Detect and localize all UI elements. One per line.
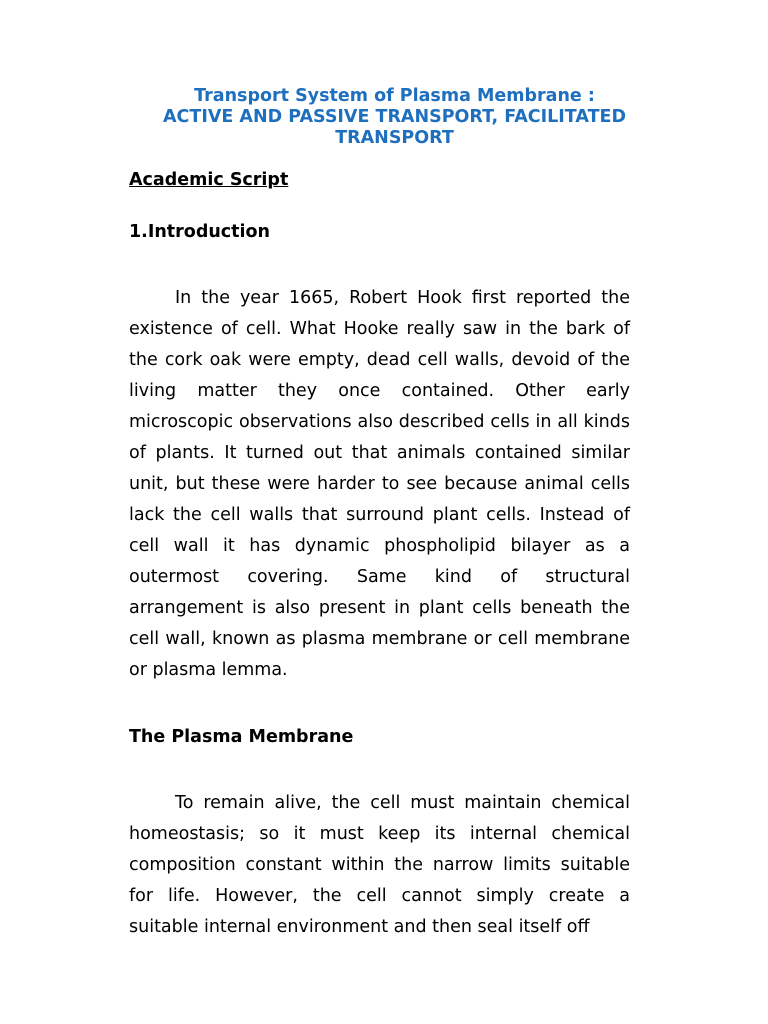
document-title — [119, 86, 670, 149]
introduction-heading: 1.Introduction — [129, 222, 271, 242]
academic-script-heading: Academic Script — [129, 170, 289, 190]
title-line-2: ACTIVE AND PASSIVE TRANSPORT, FACILITATED — [163, 107, 626, 127]
plasma-membrane-paragraph: To remain alive, the cell must maintain chemical homeostasis; so it must keep its internal chemical composition constant within the narrow limits suitable for life. However, the cell cannot simply create a suitable internal environment and then seal itself off — [129, 793, 630, 937]
title-line-1: Transport System of Plasma Membrane : — [194, 86, 595, 106]
plasma-membrane-heading: The Plasma Membrane — [129, 727, 354, 747]
title-line-3: TRANSPORT — [335, 128, 454, 148]
introduction-paragraph: In the year 1665, Robert Hook first reported the existence of cell. What Hooke really saw in the bark of the cork oak were empty, dead cell walls, devoid of the living matter they once contained. Other early microscopic observations also described cells in all kinds of plants. It turned out that animals contained similar unit, but these were harder to see because animal cells lack the cell walls that surround plant cells. Instead of cell wall it has dynamic phospholipid bilayer as a outermost covering. Same kind of structural arrangement is also present in plant cells beneath the cell wall, known as plasma membrane or cell membrane or plasma lemma. — [129, 288, 630, 680]
